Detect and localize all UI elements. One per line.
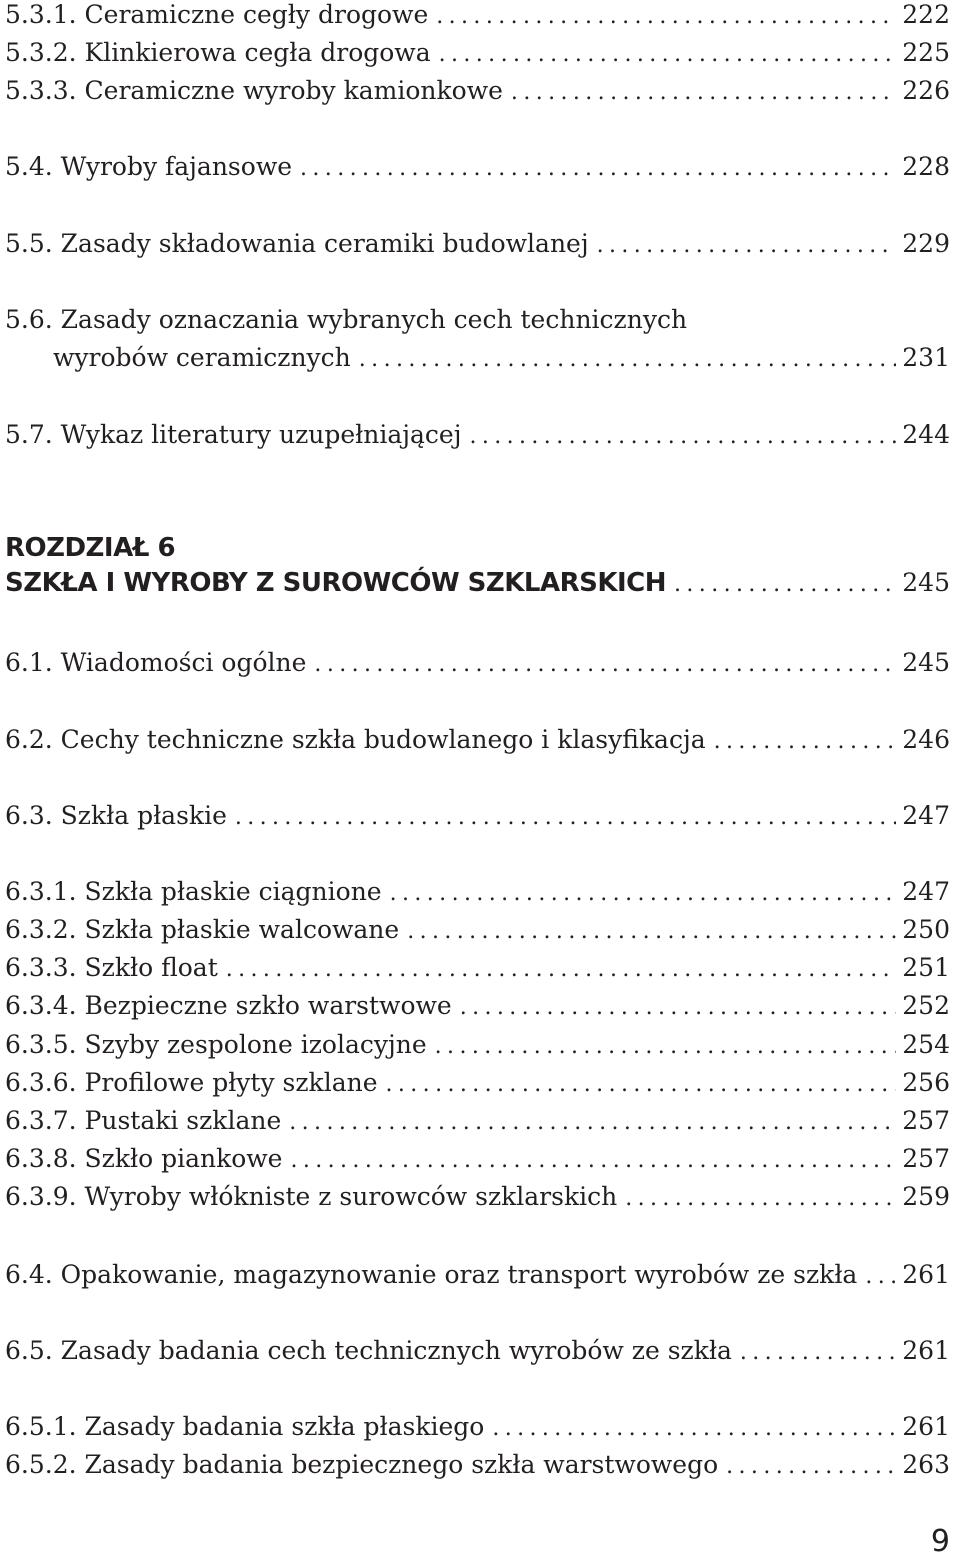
toc-entry[interactable] (5, 1068, 950, 1100)
toc-entry-title: 6.3.2. Szkła płaskie walcowane (5, 915, 400, 944)
toc-entry-page: 231 (902, 343, 950, 372)
toc-entry-title: 5.3.1. Ceramiczne cegły drogowe (5, 0, 429, 29)
toc-entry-title: 6.5.2. Zasady badania bezpiecznego szkła warstwowego (5, 1450, 719, 1479)
toc-entry[interactable] (5, 152, 950, 184)
toc-entry-page: 246 (902, 725, 950, 754)
toc-entry-page: 252 (902, 991, 950, 1020)
toc-entry-title: 6.3.3. Szkło float (5, 953, 218, 982)
dot-leader (460, 993, 897, 1023)
toc-entry-title: 6.3.4. Bezpieczne szkło warstwowe (5, 991, 452, 1020)
toc-entry-page: 261 (902, 1260, 950, 1289)
toc-entry-title: 6.1. Wiadomości ogólne (5, 648, 307, 677)
toc-entry-page: 263 (902, 1450, 950, 1479)
toc-entry-title-continued: wyrobów ceramicznych (53, 343, 351, 372)
toc-entry[interactable] (5, 991, 950, 1023)
toc-entry-page: 256 (902, 1068, 950, 1097)
toc-entry-title: 6.3.5. Szyby zespolone izolacyjne (5, 1030, 427, 1059)
toc-entry[interactable] (5, 877, 950, 909)
dot-leader (235, 803, 896, 833)
dot-leader (865, 1262, 896, 1292)
dot-leader (436, 2, 896, 32)
toc-entry[interactable] (5, 1260, 950, 1292)
dot-leader (407, 917, 896, 947)
dot-leader (625, 1184, 896, 1214)
toc-entry-title: 5.7. Wykaz literatury uzupełniającej (5, 420, 462, 449)
dot-leader (314, 650, 896, 680)
toc-entry[interactable] (5, 420, 950, 452)
toc-entry-title: 6.3.1. Szkła płaskie ciągnione (5, 877, 382, 906)
dot-leader (226, 955, 897, 985)
toc-entry[interactable] (5, 1336, 950, 1368)
toc-entry[interactable] (5, 915, 950, 947)
toc-entry[interactable] (5, 1106, 950, 1138)
toc-entry-title: 5.3.3. Ceramiczne wyroby kamionkowe (5, 76, 503, 105)
toc-entry[interactable] (5, 229, 950, 261)
toc-entry-page: 229 (902, 229, 950, 258)
toc-entry-page: 247 (902, 801, 950, 830)
toc-entry[interactable] (5, 0, 950, 32)
toc-entry-title: 5.6. Zasady oznaczania wybranych cech technicznych (5, 305, 688, 334)
dot-leader (511, 78, 896, 108)
toc-entry-page: 250 (902, 915, 950, 944)
dot-leader (300, 154, 896, 184)
toc-entry-page: 222 (902, 0, 950, 29)
toc-entry-page: 244 (902, 420, 950, 449)
dot-leader (390, 879, 897, 909)
toc-entry-page: 261 (902, 1336, 950, 1365)
toc-entry[interactable] (5, 648, 950, 680)
dot-leader (492, 1414, 896, 1444)
toc-entry-page: 261 (902, 1412, 950, 1441)
toc-entry-page: 245 (902, 648, 950, 677)
toc-entry-title: 5.5. Zasady składowania ceramiki budowlanej (5, 229, 589, 258)
toc-entry-page: 259 (902, 1182, 950, 1211)
toc-entry-page: 226 (902, 76, 950, 105)
toc-entry-title: 5.3.2. Klinkierowa cegła drogowa (5, 38, 431, 67)
toc-entry[interactable] (5, 1450, 950, 1482)
dot-leader (714, 727, 897, 757)
toc-entry-title: 6.3.9. Wyroby włókniste z surowców szklarskich (5, 1182, 618, 1211)
toc-entry[interactable] (5, 1412, 950, 1444)
dot-leader (435, 1032, 897, 1062)
toc-entry-title: 6.3.8. Szkło piankowe (5, 1144, 283, 1173)
toc-entry-title: 6.2. Cechy techniczne szkła budowlanego i klasyfikacja (5, 725, 706, 754)
toc-entry-page: 245 (902, 568, 950, 597)
toc-entry-title: 6.3. Szkła płaskie (5, 801, 227, 830)
toc-entry[interactable] (5, 953, 950, 985)
toc-entry-page: 251 (902, 953, 950, 982)
dot-leader (726, 1452, 896, 1482)
dot-leader (359, 345, 897, 375)
toc-entry-title: 6.4. Opakowanie, magazynowanie oraz transport wyrobów ze szkła (5, 1260, 858, 1289)
toc-entry[interactable] (5, 1182, 950, 1214)
toc-entry[interactable] (5, 76, 950, 108)
toc-entry-page: 257 (902, 1144, 950, 1173)
toc-entry[interactable] (5, 1030, 950, 1062)
dot-leader (289, 1108, 896, 1138)
dot-leader (439, 40, 897, 70)
toc-entry-title: 6.3.6. Profilowe płyty szklane (5, 1068, 378, 1097)
toc-entry-line2[interactable] (53, 343, 950, 375)
toc-entry-title: 5.4. Wyroby fajansowe (5, 152, 293, 181)
toc-entry-title: 6.5. Zasady badania cech technicznych wyrobów ze szkła (5, 1336, 732, 1365)
dot-leader (740, 1338, 896, 1368)
toc-entry-page: 225 (902, 38, 950, 67)
toc-entry-title: 6.3.7. Pustaki szklane (5, 1106, 282, 1135)
toc-entry-page: 228 (902, 152, 950, 181)
toc-entry-page: 254 (902, 1030, 950, 1059)
toc-entry-page: 257 (902, 1106, 950, 1135)
toc-entry-line1[interactable] (5, 305, 950, 335)
dot-leader (597, 231, 897, 261)
dot-leader (674, 570, 896, 600)
chapter-title: SZKŁA I WYROBY Z SUROWCÓW SZKLARSKICH (5, 568, 667, 598)
chapter-label: ROZDZIAŁ 6 (5, 533, 176, 563)
toc-entry[interactable] (5, 38, 950, 70)
toc-entry[interactable] (5, 801, 950, 833)
chapter-entry[interactable] (5, 568, 950, 600)
toc-entry[interactable] (5, 1144, 950, 1176)
dot-leader (386, 1070, 897, 1100)
page-number: 9 (930, 1524, 950, 1559)
toc-entry-page: 247 (902, 877, 950, 906)
dot-leader (290, 1146, 896, 1176)
toc-entry[interactable] (5, 725, 950, 757)
toc-entry-title: 6.5.1. Zasady badania szkła płaskiego (5, 1412, 485, 1441)
dot-leader (469, 422, 896, 452)
